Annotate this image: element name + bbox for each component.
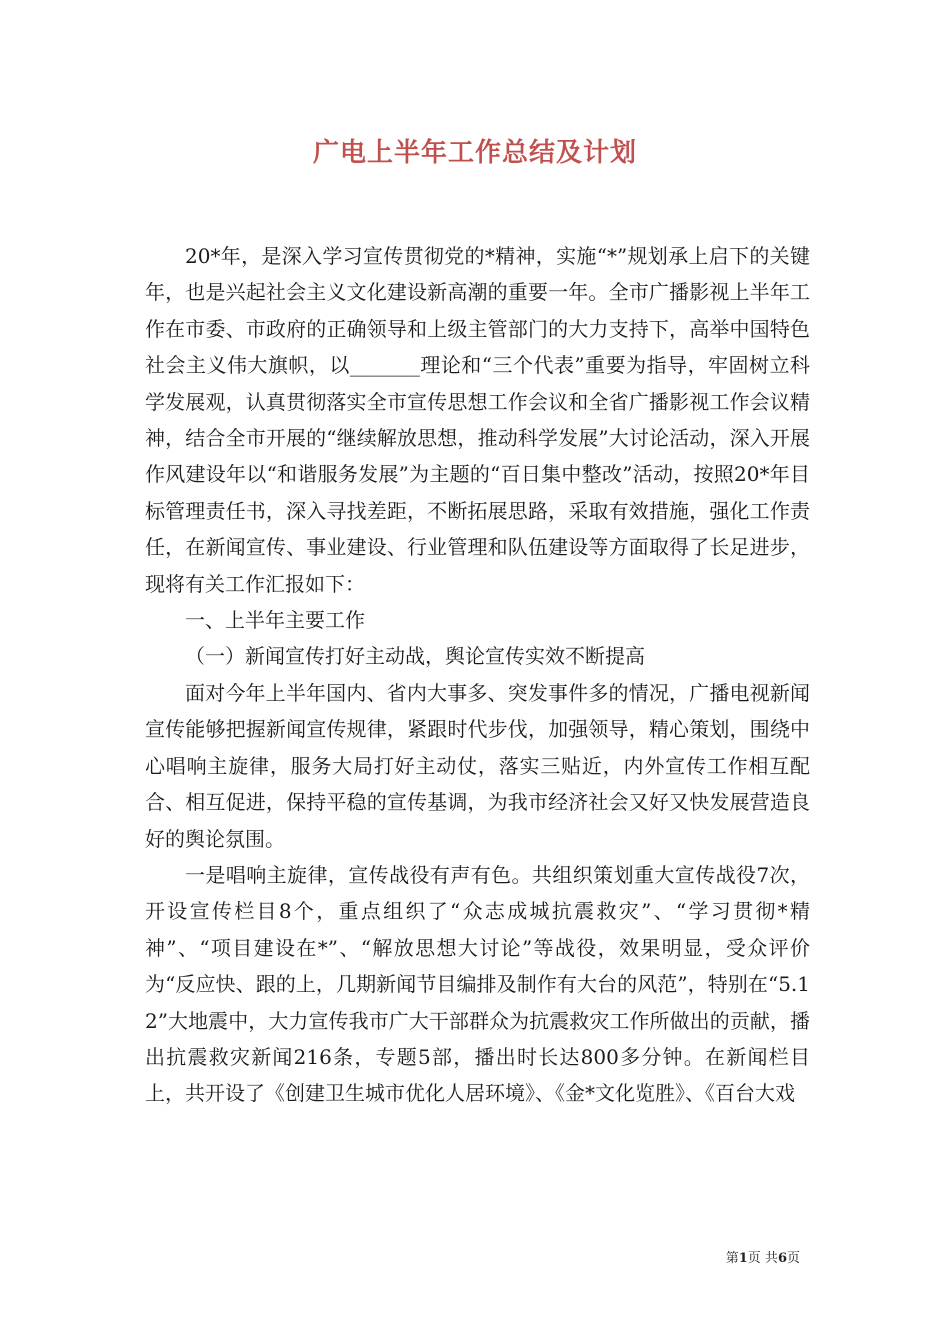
- footer-prefix: 第: [725, 1251, 739, 1266]
- page-footer: [726, 1247, 800, 1266]
- footer-current-page: 1: [738, 1251, 748, 1266]
- footer-total-pages: 6: [777, 1251, 787, 1266]
- footer-suffix: 页: [786, 1251, 800, 1266]
- subsection-heading: （一）新闻宣传打好主动战，舆论宣传实效不断提高: [185, 644, 645, 669]
- document-body: [145, 238, 810, 1112]
- footer-mid: 页 共: [747, 1251, 778, 1266]
- news-paragraph-1: 面对今年上半年国内、省内大事多、突发事件多的情况，广播电视新闻宣传能够把握新闻宣传规律，紧跟时代步伐，加强领导，精心策划，围绕中心唱响主旋律，服务大局打好主动仗，落实三贴近，内外宣传工作相互配合、相互促进，保持平稳的宣传基调，为我市经济社会又好又快发展营造良好的舆论氛围。: [145, 680, 810, 851]
- intro-paragraph: 20*年，是深入学习宣传贯彻党的*精神，实施“*”规划承上启下的关键年，也是兴起社会主义文化建设新高潮的重要一年。全市广播影视上半年工作在市委、市政府的正确领导和上级主管部门的大力支持下，高举中国特色社会主义伟大旗帜，以_______理论和“三个代表”重要为指导，牢固树立科学发展观，认真贯彻落实全市宣传思想工作会议和全省广播影视工作会议精神，结合全市开展的“继续解放思想，推动科学发展”大讨论活动，深入开展作风建设年以“和谐服务发展”为主题的“百日集中整改”活动，按照20*年目标管理责任书，深入寻找差距，不断拓展思路，采取有效措施，强化工作责任，在新闻宣传、事业建设、行业管理和队伍建设等方面取得了长足进步，现将有关工作汇报如下：: [145, 244, 810, 596]
- document-title: 广电上半年工作总结及计划: [312, 138, 637, 168]
- news-paragraph-2: 一是唱响主旋律，宣传战役有声有色。共组织策划重大宣传战役7次，开设宣传栏目8个，重点组织了“众志成城抗震救灾”、“学习贯彻*精神”、“项目建设在*”、“解放思想大讨论”等战役，效果明显，受众评价为“反应快、跟的上，几期新闻节目编排及制作有大台的风范”，特别在“5.12”大地震中，大力宣传我市广大干部群众为抗震救灾工作所做出的贡献，播出抗震救灾新闻216条，专题5部，播出时长达800多分钟。在新闻栏目上，共开设了《创建卫生城市优化人居环境》、《金*文化览胜》、《百台大戏: [145, 862, 810, 1106]
- section-heading: 一、上半年主要工作: [185, 608, 365, 633]
